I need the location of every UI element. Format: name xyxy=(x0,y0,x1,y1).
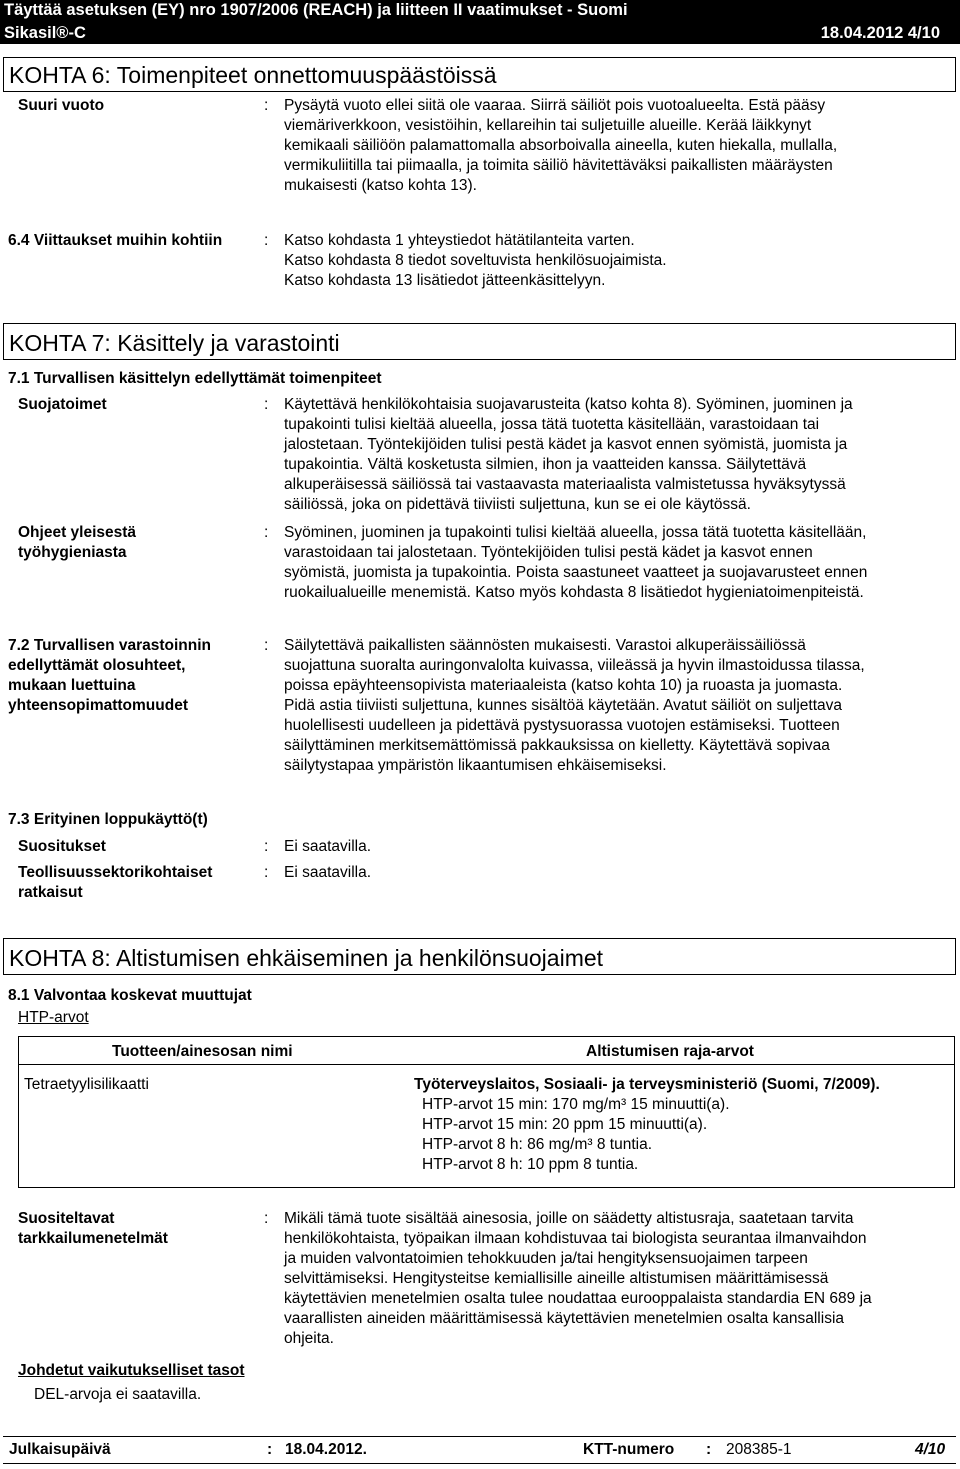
hygiene-label-line: Ohjeet yleisestä xyxy=(18,524,137,541)
table-divider xyxy=(18,1064,955,1065)
reference-line: Katso kohdasta 8 tiedot soveltuvista henkilösuojaimista. xyxy=(284,252,667,269)
storage-line: huolellisesti uudelleen ja pidettävä pystysuorassa vuotojen estämiseksi. Tuotteen xyxy=(284,717,840,734)
colon: : xyxy=(264,1210,269,1227)
hygiene-text xyxy=(284,523,952,603)
section-7-heading-box xyxy=(3,323,956,360)
htp-title: HTP-arvot xyxy=(18,1009,89,1026)
spill-line: viemäriverkkoon, vesistöihin, kellareihin tai suljetuille alueille. Kerää läikkynyt xyxy=(284,117,812,134)
monitor-line: ohjeita. xyxy=(284,1330,334,1347)
protection-line: säiliössä, joka on pidettävä tiiviisti suljettuna, kun se ei ole käytössä. xyxy=(284,496,751,513)
colon: : xyxy=(264,637,269,654)
reference-text xyxy=(284,231,952,291)
colon: : xyxy=(264,864,269,881)
colon: : xyxy=(706,1441,712,1458)
monitor-line: Mikäli tämä tuote sisältää ainesosia, joille on säädetty altistusraja, saatetaan tarvita xyxy=(284,1210,854,1227)
protection-label: Suojatoimet xyxy=(18,396,107,413)
limit-line: HTP-arvot 8 h: 10 ppm 8 tuntia. xyxy=(422,1156,639,1173)
monitor-label xyxy=(18,1209,168,1249)
monitor-line: selvittämiseksi. Hengitysteitse kemiallisille aineille altistumisen määrittämisessä xyxy=(284,1270,829,1287)
reference-line: Katso kohdasta 1 yhteystiedot hätätilanteita varten. xyxy=(284,232,635,249)
spill-line: mukaisesti (katso kohta 13). xyxy=(284,177,477,194)
spill-line: kemikaali säiliöön palamattomalla absorboivalla aineella, kuten hiekalla, mullalla, xyxy=(284,137,838,154)
recommend-value: Ei saatavilla. xyxy=(284,838,372,855)
section-8-heading-box xyxy=(3,938,956,975)
colon: : xyxy=(267,1441,273,1458)
monitor-line: ja muiden valvontatoimien tehokkuuden ja/tai hengityksensuojaimen tarpeen xyxy=(284,1250,808,1267)
protection-line: jalostetaan. Työntekijöiden tulisi pestä kädet ja kasvot ennen syömistä, juomista ja xyxy=(284,436,848,453)
storage-line: Säilytettävä paikallisten säännösten mukaisesti. Varastoi alkuperäissäiliössä xyxy=(284,637,806,654)
hygiene-line: Syöminen, juominen ja tupakointi tulisi kieltää alueella, jossa tätä tuotetta käsitellään, xyxy=(284,524,867,541)
colon: : xyxy=(264,232,269,249)
monitor-line: vaarallisten aineiden määrittämisessä käytettävien menetelmien osalta kansallisia xyxy=(284,1310,845,1327)
limit-line: HTP-arvot 8 h: 86 mg/m³ 8 tuntia. xyxy=(422,1136,653,1153)
ktt-label: KTT-numero xyxy=(583,1441,675,1458)
del-title: Johdetut vaikutukselliset tasot xyxy=(18,1362,245,1379)
monitor-label-line: Suositeltavat xyxy=(18,1210,115,1227)
section-8-heading: KOHTA 8: Altistumisen ehkäiseminen ja henkilönsuojaimet xyxy=(9,945,604,971)
colon: : xyxy=(264,838,269,855)
page-number: 4/10 xyxy=(915,1441,946,1458)
subsection-7-1: 7.1 Turvallisen käsittelyn edellyttämät toimenpiteet xyxy=(8,370,382,387)
spill-line: Pysäytä vuoto ellei siitä ole vaaraa. Siirrä säiliöt pois vuotoalueelta. Estä pääsy xyxy=(284,97,826,114)
spill-label: Suuri vuoto xyxy=(18,97,105,114)
storage-label xyxy=(8,636,211,716)
protection-line: Käytettävä henkilökohtaisia suojavarusteita (katso kohta 8). Syöminen, juominen ja xyxy=(284,396,853,413)
del-text: DEL-arvoja ei saatavilla. xyxy=(34,1386,202,1403)
monitor-line: käytettävien menetelmien osalta tulee noudattaa eurooppalaista standardia EN 689 ja xyxy=(284,1290,872,1307)
monitor-text xyxy=(284,1209,952,1349)
industry-label xyxy=(18,863,212,903)
section-6-heading-box xyxy=(3,57,956,92)
storage-label-line: 7.2 Turvallisen varastoinnin xyxy=(8,637,212,654)
colon: : xyxy=(264,396,269,413)
storage-line: Pidä astia tiiviisti suljettuna, kunnes sisältöä käytetään. Avatut säiliöt on suljettava xyxy=(284,697,843,714)
publication-label: Julkaisupäivä xyxy=(9,1441,111,1458)
storage-label-line: edellyttämät olosuhteet, xyxy=(8,657,186,674)
ktt-number: 208385-1 xyxy=(726,1441,792,1458)
colon: : xyxy=(264,524,269,541)
table-cell-source: Työterveyslaitos, Sosiaali- ja terveysministeriö (Suomi, 7/2009). xyxy=(414,1076,880,1093)
section-7-heading: KOHTA 7: Käsittely ja varastointi xyxy=(9,330,340,356)
spill-text xyxy=(284,96,952,196)
industry-label-line: Teollisuussektorikohtaiset xyxy=(18,864,213,881)
limit-line: HTP-arvot 15 min: 20 ppm 15 minuutti(a). xyxy=(422,1116,708,1133)
publication-date: 18.04.2012. xyxy=(285,1441,367,1458)
industry-value: Ei saatavilla. xyxy=(284,864,372,881)
protection-line: alkuperäisessä säiliössä tai vastaavasta materiaalista valmistetussa hyväksytyssä xyxy=(284,476,846,493)
hygiene-line: syömistä, juomista ja tupakointia. Poista saastuneet vaatteet ja suojavarusteet ennen xyxy=(284,564,868,581)
hygiene-label xyxy=(18,523,136,563)
table-cell-substance: Tetraetyylisilikaatti xyxy=(24,1076,149,1093)
subsection-8-1: 8.1 Valvontaa koskevat muuttujat xyxy=(8,987,252,1004)
reference-label: 6.4 Viittaukset muihin kohtiin xyxy=(8,232,223,249)
product-name: Sikasil®-C xyxy=(4,24,86,42)
monitor-label-line: tarkkailumenetelmät xyxy=(18,1230,168,1247)
limit-line: HTP-arvot 15 min: 170 mg/m³ 15 minuutti(a). xyxy=(422,1096,730,1113)
regulation-title: Täyttää asetuksen (EY) nro 1907/2006 (REACH) ja liitteen II vaatimukset - Suomi xyxy=(4,1,628,19)
protection-line: tupakointi tulisi kieltää alueella, jossa tätä tuotetta käsitellään, varastoidaan tai xyxy=(284,416,820,433)
industry-label-line: ratkaisut xyxy=(18,884,83,901)
storage-line: säilytystapaa ympäristön likaantumisen ehkäisemiseksi. xyxy=(284,757,667,774)
storage-label-line: mukaan luettuina xyxy=(8,677,136,694)
storage-line: poissa epäyhteensopivista materiaaleista (katso kohta 10) ja ruoasta ja juomasta. xyxy=(284,677,843,694)
recommend-label: Suositukset xyxy=(18,838,106,855)
protection-text xyxy=(284,395,952,515)
spill-line: vermikuliitilla tai piimaalla, ja toimita säiliö hävitettäväksi paikallisten määräysten xyxy=(284,157,833,174)
storage-label-line: yhteensopimattomuudet xyxy=(8,697,188,714)
hygiene-line: varastoidaan tai jalostetaan. Työntekijöiden tulisi pestä kädet ja kasvot ennen xyxy=(284,544,813,561)
hygiene-line: ruokailualueille menemistä. Katso myös kohdasta 8 lisätiedot hygieniatoimenpiteistä. xyxy=(284,584,864,601)
date-page: 18.04.2012 4/10 xyxy=(820,24,940,42)
table-header-substance: Tuotteen/ainesosan nimi xyxy=(112,1043,293,1060)
reference-line: Katso kohdasta 13 lisätiedot jätteenkäsittelyyn. xyxy=(284,272,606,289)
document-header xyxy=(0,0,960,44)
subsection-7-3: 7.3 Erityinen loppukäyttö(t) xyxy=(8,811,208,828)
table-header-limits: Altistumisen raja-arvot xyxy=(586,1043,754,1060)
storage-line: suojattuna suoralta auringonvalolta kuivassa, viileässä ja hyvin ilmastoidussa tilassa, xyxy=(284,657,865,674)
section-6-heading: KOHTA 6: Toimenpiteet onnettomuuspäästöissä xyxy=(9,62,497,88)
table-cell-limits xyxy=(422,1095,730,1175)
monitor-line: henkilökohtaista, työpaikan ilmaan kohdistuvaa tai biologista seurantaa ilmanvaihdon xyxy=(284,1230,867,1247)
storage-text xyxy=(284,636,952,776)
storage-line: säilyttäminen merkitsemättömissä pakkauksissa on kielletty. Käytettävä sopivaa xyxy=(284,737,830,754)
colon: : xyxy=(264,97,269,114)
hygiene-label-line: työhygieniasta xyxy=(18,544,127,561)
document-footer xyxy=(3,1436,956,1464)
protection-line: tupakointia. Vältä kosketusta silmien, ihon ja vaatteiden kanssa. Säilytettävä xyxy=(284,456,807,473)
